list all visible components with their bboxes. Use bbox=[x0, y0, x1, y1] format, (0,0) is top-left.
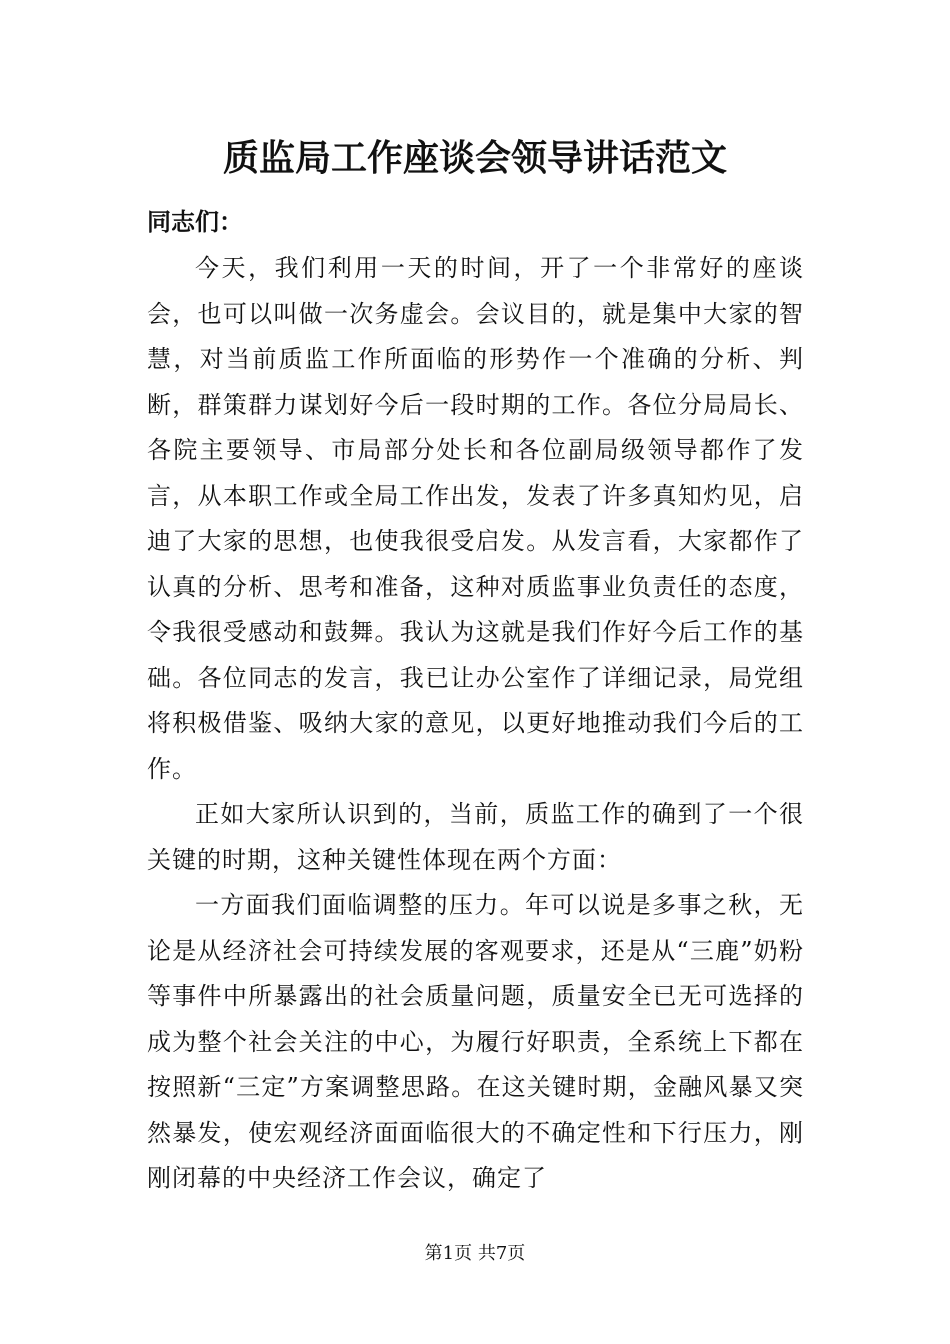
paragraph: 一方面我们面临调整的压力。年可以说是多事之秋，无论是从经济社会可持续发展的客观要求，还是从“三鹿”奶粉等事件中所暴露出的社会质量问题，质量安全已无可选择的成为整个社会关注的中心，为履行好职责，全系统上下都在按照新“三定”方案调整思路。在这关键时期，金融风暴又突然暴发，使宏观经济面面临很大的不确定性和下行压力，刚刚闭幕的中央经济工作会议，确定了 bbox=[147, 891, 804, 1192]
body-text bbox=[147, 246, 804, 1202]
page-number-footer: 第1页 共7页 bbox=[424, 1243, 526, 1264]
page-title: 质监局工作座谈会领导讲话范文 bbox=[222, 137, 727, 179]
paragraph: 今天，我们利用一天的时间，开了一个非常好的座谈会，也可以叫做一次务虚会。会议目的，就是集中大家的智慧，对当前质监工作所面临的形势作一个准确的分析、判断，群策群力谋划好今后一段时期的工作。各位分局局长、各院主要领导、市局部分处长和各位副局级领导都作了发言，从本职工作或全局工作出发，发表了许多真知灼见，启迪了大家的思想，也使我很受启发。从发言看，大家都作了认真的分析、思考和准备，这种对质监事业负责任的态度，令我很受感动和鼓舞。我认为这就是我们作好今后工作的基础。各位同志的发言，我已让办公室作了详细记录，局党组将积极借鉴、吸纳大家的意见，以更好地推动我们今后的工作。 bbox=[147, 254, 804, 783]
paragraph: 正如大家所认识到的，当前，质监工作的确到了一个很关键的时期，这种关键性体现在两个方面： bbox=[147, 800, 804, 874]
salutation: 同志们： bbox=[147, 207, 243, 236]
